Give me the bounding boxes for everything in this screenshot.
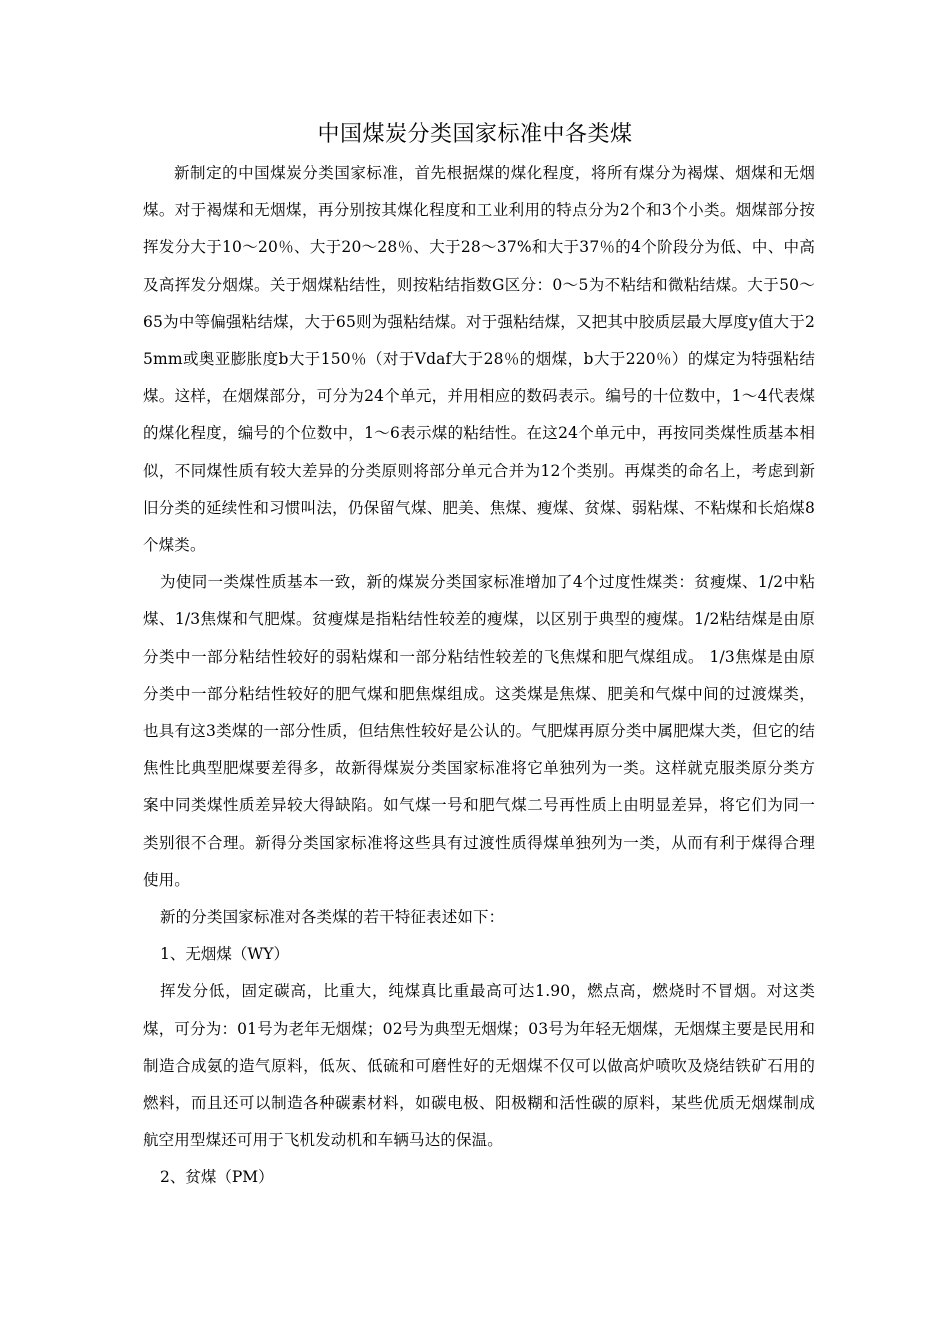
- paragraph-anthracite: 挥发分低，固定碳高，比重大，纯煤真比重最高可达1.90，燃点高，燃烧时不冒烟。对这类煤，可分为：01号为老年无烟煤；02号为典型无烟煤；03号为年轻无烟煤，无烟煤主要是民用和制造合成氨的造气原料，低灰、低硫和可磨性好的无烟煤不仅可以做高炉喷吹及烧结铁矿石用的燃料，而且还可以制造各种碳素材料，如碳电极、阳极糊和活性碳的原料，某些优质无烟煤制成航空用型煤还可用于飞机发动机和车辆马达的保温。: [143, 982, 815, 1150]
- section-heading-lean-coal: 2、贫煤（PM）: [160, 1168, 274, 1187]
- paragraph-features-intro: 新的分类国家标准对各类煤的若干特征表述如下：: [160, 908, 505, 927]
- document-title: 中国煤炭分类国家标准中各类煤: [317, 122, 633, 147]
- document-body: [143, 155, 815, 1197]
- section-heading-anthracite: 1、无烟煤（WY）: [160, 945, 290, 964]
- paragraph-transitional-coals: 为使同一类煤性质基本一致，新的煤炭分类国家标准增加了4个过度性煤类：贫瘦煤、1/2中粘煤、1/3焦煤和气肥煤。贫瘦煤是指粘结性较差的瘦煤，以区别于典型的瘦煤。1/2粘结煤是由原分类中一部分粘结性较好的弱粘煤和一部分粘结性较差的飞焦煤和肥气煤组成。 1/3焦煤是由原分类中一部分粘结性较好的肥气煤和肥焦煤组成。这类煤是焦煤、肥美和气煤中间的过渡煤类，也具有这3类煤的一部分性质，但结焦性较好是公认的。气肥煤再原分类中属肥煤大类，但它的结焦性比典型肥煤要差得多，故新得煤炭分类国家标准将它单独列为一类。这样就克服类原分类方案中同类煤性质差异较大得缺陷。如气煤一号和肥气煤二号再性质上由明显差异，将它们为同一类别很不合理。新得分类国家标准将这些具有过渡性质得煤单独列为一类，从而有利于煤得合理使用。: [143, 573, 815, 889]
- paragraph-intro: 新制定的中国煤炭分类国家标准，首先根据煤的煤化程度，将所有煤分为褐煤、烟煤和无烟煤。对于褐煤和无烟煤，再分别按其煤化程度和工业利用的特点分为2个和3个小类。烟煤部分按挥发分大于10～20％、大于20～28％、大于28～37%和大于37％的4个阶段分为低、中、中高及高挥发分烟煤。关于烟煤粘结性，则按粘结指数G区分：0～5为不粘结和微粘结煤。大于50～65为中等偏强粘结煤，大于65则为强粘结煤。对于强粘结煤，又把其中胶质层最大厚度y值大于25mm或奥亚膨胀度b大于150％（对于Vdaf大于28％的烟煤，b大于220％）的煤定为特强粘结煤。这样，在烟煤部分，可分为24个单元，并用相应的数码表示。编号的十位数中，1～4代表煤的煤化程度，编号的个位数中，1～6表示煤的粘结性。在这24个单元中，再按同类煤性质基本相似，不同煤性质有较大差异的分类原则将部分单元合并为12个类别。再煤类的命名上，考虑到新旧分类的延续性和习惯叫法，仍保留气煤、肥美、焦煤、瘦煤、贫煤、弱粘煤、不粘煤和长焰煤8个煤类。: [143, 164, 815, 555]
